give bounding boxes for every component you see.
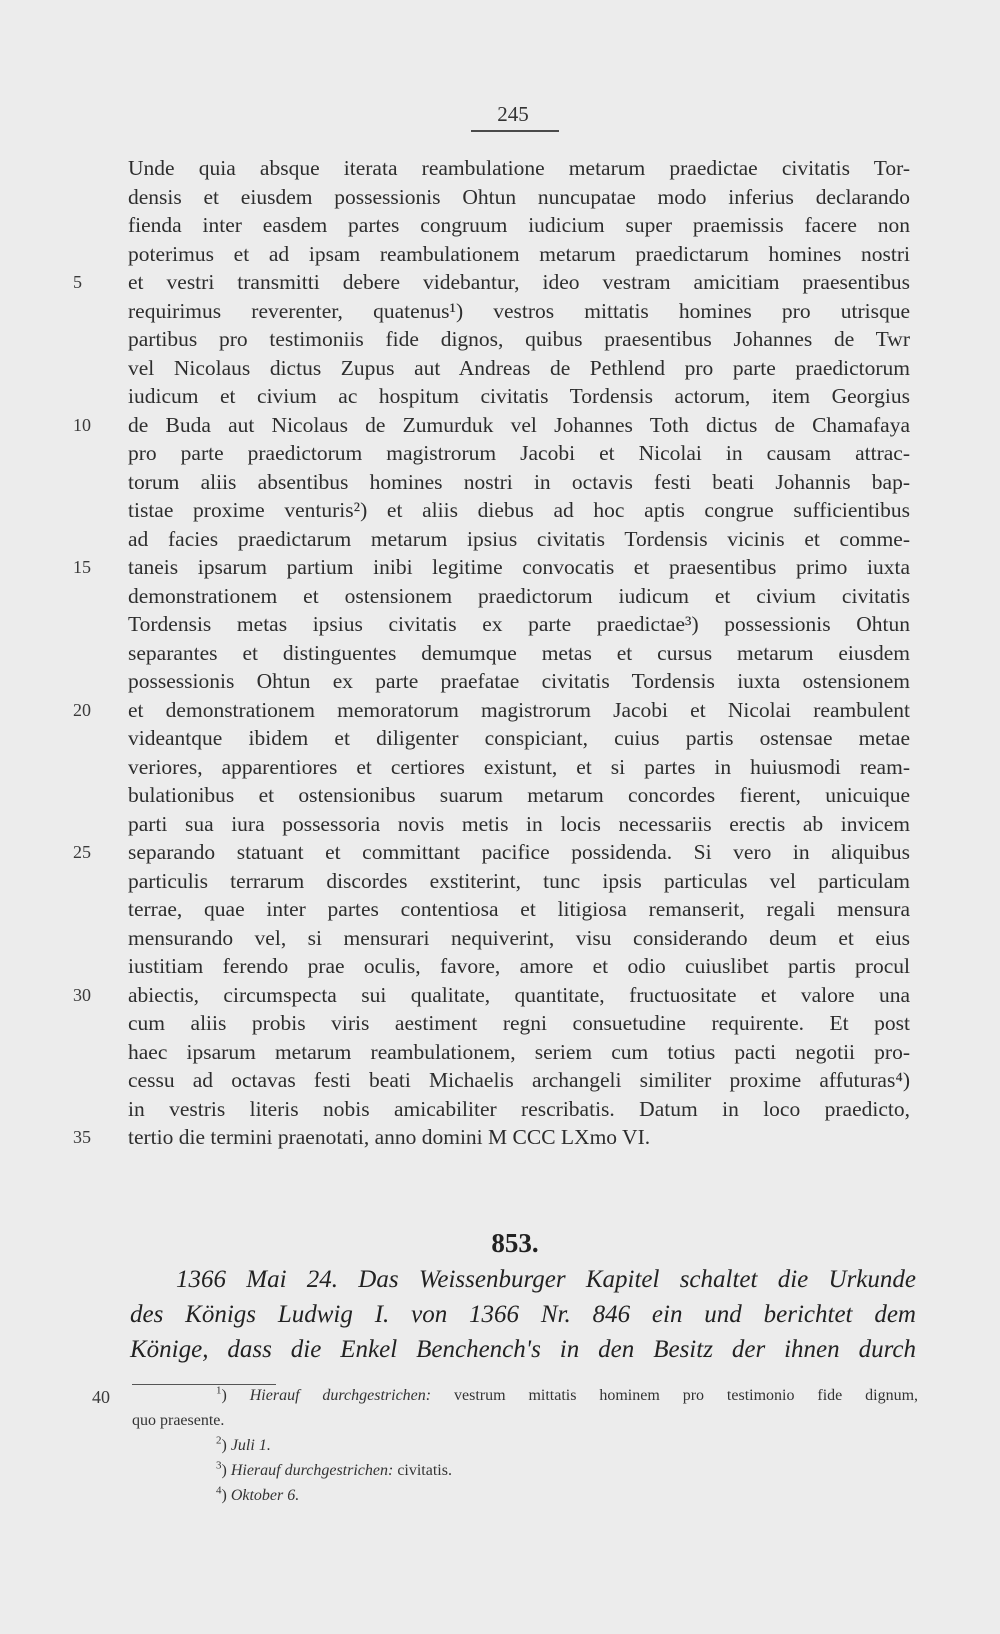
- footnote-label: Juli 1.: [230, 1437, 271, 1454]
- regest-line: 1366 Mai 24. Das Weissenburger Kapitel schaltet die Urkunde: [176, 1266, 916, 1293]
- text-line: separando statuant et committant pacifice possidenda. Si vero in aliquibus 25: [128, 838, 910, 867]
- margin-line-number: 10: [73, 414, 91, 435]
- footnote-1: $^1$) Hierauf durchgestrichen: vestrum mittatis hominem pro testimonio fide dignum,: [216, 1384, 919, 1404]
- text-line: densis et eiusdem possessionis Ohtun nuncupatae modo inferius declarando: [128, 184, 910, 209]
- text-line: separantes et distinguentes demumque metas et cursus metarum eiusdem: [128, 640, 910, 665]
- text-line: Unde quia absque iterata reambulatione metarum praedictae civitatis Tor-: [128, 156, 910, 180]
- footnote-line-number: 40: [92, 1387, 110, 1407]
- text-line: veriores, apparentiores et certiores existunt, et si partes in huiusmodi ream-: [128, 754, 910, 779]
- footnote-3: $^3$) Hierauf durchgestrichen: civitatis.: [216, 1459, 452, 1479]
- text-line: taneis ipsarum partium inibi legitime convocatis et praesentibus primo iuxta 15: [128, 553, 910, 582]
- text-line: videantque ibidem et diligenter conspiciant, cuius partis ostensae metae: [128, 726, 910, 750]
- margin-line-number: 30: [73, 984, 91, 1005]
- text-line: et vestri transmitti debere videbantur, ideo vestram amicitiam praesentibus 5: [128, 268, 910, 297]
- footnote-mark: 1: [216, 1384, 222, 1397]
- regest-line: des Königs Ludwig I. von 1366 Nr. 846 ein und berichtet dem: [130, 1301, 916, 1328]
- text-line: fienda inter easdem partes congruum iudicium super praemissis facere non: [128, 213, 910, 237]
- page-number: 245: [497, 102, 529, 126]
- footnote-label: Hierauf durchgestrichen:: [230, 1462, 394, 1479]
- margin-line-number: 15: [73, 557, 91, 577]
- footnote-mark: 4: [216, 1484, 222, 1497]
- text-line: abiectis, circumspecta sui qualitate, quantitate, fructuositate et valore una 30: [128, 981, 910, 1010]
- text-line: bulationibus et ostensionibus suarum metarum concordes fierent, unicuique: [128, 783, 910, 807]
- footnote-mark: 3: [216, 1459, 222, 1472]
- body-text: [73, 154, 910, 1152]
- text-line: cessu ad octavas festi beati Michaelis archangeli similiter proxime affuturas⁴): [128, 1068, 910, 1092]
- document-number: 853.: [491, 1228, 539, 1258]
- footnote-label: Oktober 6.: [230, 1487, 300, 1504]
- text-line: mensurando vel, si mensurari nequiverint, visu considerando deum et eius: [128, 925, 910, 950]
- text-line: haec ipsarum metarum reambulationem, seriem cum totius pacti negotii pro-: [128, 1039, 910, 1064]
- text-line: iudicum et civium ac hospitum civitatis Tordensis actorum, item Georgius: [128, 384, 910, 408]
- regest: [130, 1262, 916, 1367]
- margin-line-number: 25: [73, 842, 91, 862]
- text-line: torum aliis absentibus homines nostri in octavis festi beati Johannis bap-: [128, 469, 910, 494]
- margin-line-number: 20: [73, 699, 91, 720]
- text-line: requirimus reverenter, quatenus¹) vestros mittatis homines pro utrisque: [128, 298, 910, 323]
- regest-line: Könige, dass die Enkel Benchench's in den Besitz der ihnen durch: [130, 1336, 916, 1363]
- text-line: particulis terrarum discordes exstiterint, tunc ipsis particulas vel particulam: [128, 868, 910, 893]
- text-line: Tordensis metas ipsius civitatis ex parte praedictae³) possessionis Ohtun: [128, 612, 910, 636]
- footnote-text: quo praesente.: [132, 1412, 225, 1429]
- text-line: parti sua iura possessoria novis metis in locis necessariis erectis ab invicem: [128, 811, 910, 836]
- text-line: iustitiam ferendo prae oculis, favore, amore et odio cuiuslibet partis procul: [128, 954, 910, 978]
- text-line: vel Nicolaus dictus Zupus aut Andreas de Pethlend pro parte praedictorum: [128, 355, 910, 380]
- footnote-1-continued: [132, 1408, 918, 1433]
- footnote-text: civitatis.: [397, 1462, 452, 1479]
- margin-line-number: 35: [73, 1127, 91, 1147]
- text-line: terrae, quae inter partes contentiosa et litigiosa remanserit, regali mensura: [128, 897, 910, 921]
- text-line: tistae proxime venturis²) et aliis diebus ad hoc aptis congrue sufficientibus: [128, 498, 910, 522]
- margin-line-number: 5: [73, 272, 82, 292]
- text-line: et demonstrationem memoratorum magistrorum Jacobi et Nicolai reambulent 20: [128, 696, 910, 725]
- footnote-label: Hierauf durchgestrichen:: [249, 1387, 432, 1404]
- footnote-text: vestrum mittatis hominem pro testimonio fide dignum,: [454, 1387, 919, 1404]
- text-line: ad facies praedictarum metarum ipsius civitatis Tordensis vicinis et comme-: [128, 526, 910, 551]
- text-line: in vestris literis nobis amicabiliter rescribatis. Datum in loco praedicto,: [128, 1096, 910, 1121]
- page-number-rule: [471, 130, 559, 132]
- text-line: possessionis Ohtun ex parte praefatae civitatis Tordensis iuxta ostensionem: [128, 669, 910, 693]
- text-line: de Buda aut Nicolaus de Zumurduk vel Johannes Toth dictus de Chamafaya 10: [128, 411, 910, 440]
- text-line: poterimus et ad ipsam reambulationem metarum praedictarum homines nostri: [128, 241, 910, 266]
- text-line: demonstrationem et ostensionem praedictorum iudicum et civium civitatis: [128, 583, 910, 608]
- text-line: partibus pro testimoniis fide dignos, quibus praesentibus Johannes de Twr: [128, 327, 910, 351]
- footnote-mark: 2: [216, 1434, 222, 1447]
- text-line: tertio die termini praenotati, anno domini M CCC LXmo VI. 35: [128, 1123, 910, 1152]
- footnote-2: $^2$) Juli 1.: [216, 1434, 271, 1454]
- footnote-4: $^4$) Oktober 6.: [216, 1484, 300, 1504]
- text-line: cum aliis probis viris aestiment regni consuetudine requirente. Et post: [128, 1011, 910, 1035]
- text-line: pro parte praedictorum magistrorum Jacobi et Nicolai in causam attrac-: [128, 441, 910, 465]
- footnotes: [132, 1383, 918, 1508]
